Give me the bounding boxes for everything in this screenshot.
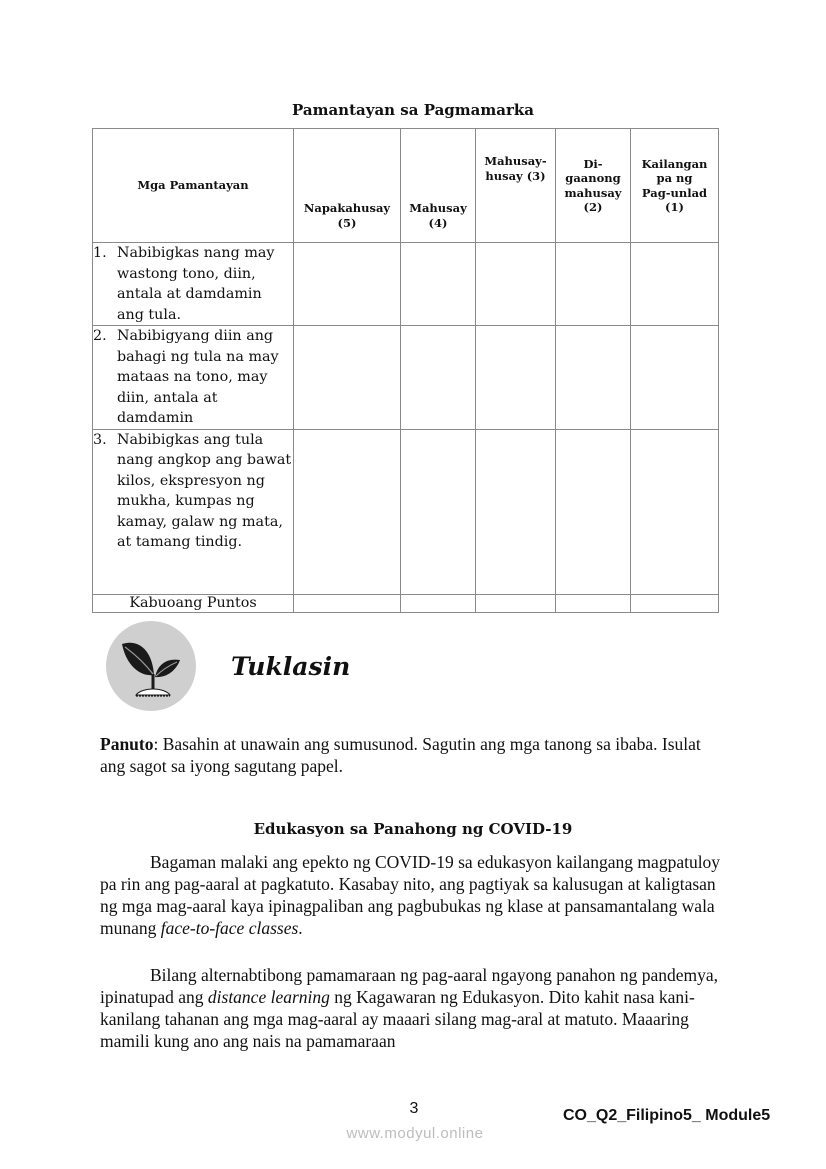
score-cell-4[interactable]: [401, 429, 476, 594]
score-cell-2[interactable]: [556, 326, 631, 430]
scale-header-4: [401, 129, 476, 243]
scale-header-label: pa ng: [656, 171, 693, 185]
module-code: CO_Q2_Filipino5_ Module5: [563, 1107, 771, 1124]
instructions-text: : Basahin at unawain ang sumusunod. Sagutin ang mga tanong sa ibaba. Isulat ang sagot sa iyong sagutang papel.: [100, 734, 701, 776]
criteria-header: Mga Pamantayan: [93, 129, 294, 243]
scale-header-label: Mahusay-: [484, 154, 547, 168]
total-cell-5[interactable]: [294, 594, 401, 612]
score-cell-1[interactable]: [631, 243, 719, 326]
rubric-title: Pamantayan sa Pagmamarka: [292, 101, 534, 119]
criterion-cell: [93, 326, 294, 430]
rubric-row: [93, 429, 719, 594]
paragraph-text: Bilang alternabtibong pamamaraan ng pag-aaral ngayong panahon ng pandemya, ipinatupad ang: [100, 965, 719, 1007]
score-cell-5[interactable]: [294, 429, 401, 594]
criterion-number: 2.: [93, 328, 107, 344]
instructions-label: Panuto: [100, 734, 154, 754]
scale-header-2: [556, 129, 631, 243]
score-cell-4[interactable]: [401, 326, 476, 430]
scale-header-label: Pag-unlad: [641, 185, 708, 200]
instructions: [100, 733, 730, 777]
criterion-text: Nabibigyang diin ang bahagi ng tula na may mataas na tono, may diin, antala at damdamin: [117, 328, 279, 426]
score-cell-1[interactable]: [631, 429, 719, 594]
criterion-text: Nabibigkas ang tula nang angkop ang bawat kilos, ekspresyon ng mukha, kumpas ng kamay, galaw ng mata, at tamang tindig.: [117, 431, 292, 550]
scale-header-label: Mahusay: [409, 201, 467, 215]
scale-header-label: mahusay: [564, 185, 622, 200]
criterion-number: 1.: [93, 245, 107, 261]
score-cell-5[interactable]: [294, 326, 401, 430]
rubric-header-row: [93, 129, 719, 243]
score-cell-5[interactable]: [294, 243, 401, 326]
watermark-link[interactable]: www.modyul.online: [346, 1125, 484, 1142]
scale-header-score: husay (3): [485, 168, 546, 183]
total-cell-1[interactable]: [631, 594, 719, 612]
rubric-row: [93, 326, 719, 430]
score-cell-2[interactable]: [556, 429, 631, 594]
paragraph-italic-term: face-to-face classes: [160, 918, 299, 938]
paragraph-italic-term: distance learning: [207, 987, 330, 1007]
article-paragraph-2: [100, 964, 730, 1052]
score-cell-3[interactable]: [476, 243, 556, 326]
scale-header-1: [631, 129, 719, 243]
score-cell-4[interactable]: [401, 243, 476, 326]
page-number: 3: [409, 1100, 419, 1117]
total-cell-2[interactable]: [556, 594, 631, 612]
scale-header-label: gaanong: [565, 171, 621, 185]
score-cell-1[interactable]: [631, 326, 719, 430]
scale-header-score: (4): [428, 215, 448, 230]
scale-header-label: Napakahusay: [303, 201, 391, 215]
criterion-cell: [93, 243, 294, 326]
score-cell-3[interactable]: [476, 326, 556, 430]
scale-header-score: (5): [337, 215, 357, 230]
rubric-total-row: [93, 594, 719, 612]
score-cell-3[interactable]: [476, 429, 556, 594]
section-title: Tuklasin: [231, 652, 351, 681]
scale-header-score: (2): [583, 200, 603, 214]
paragraph-text: ng Kagawaran ng Edukasyon. Dito kahit nasa kani-kanilang tahanan ang mga mag-aaral ay maaari silang mag-aral at matuto. Maaaring mamili kung ano ang nais na pamamaraan: [100, 987, 695, 1051]
criterion-text: Nabibigkas nang may wastong tono, diin, antala at damdamin ang tula.: [117, 245, 275, 323]
criterion-cell: [93, 429, 294, 594]
scale-header-label: Kailangan: [641, 156, 708, 171]
criterion-number: 3.: [93, 431, 107, 448]
scale-header-label: Di-: [583, 156, 603, 171]
paragraph-text: .: [298, 918, 303, 938]
section-icon-badge: [106, 621, 196, 711]
rubric-row: [93, 243, 719, 326]
score-cell-2[interactable]: [556, 243, 631, 326]
paragraph-text: Bagaman malaki ang epekto ng COVID-19 sa edukasyon kailangang magpatuloy pa rin ang pag-aaral at pagkatuto. Kasabay nito, ang pagtiyak sa kalusugan at kaligtasan ng mga mag-aaral kaya ipinagpaliban ang pagbubukas ng klase at pansamantalang wala munang: [100, 852, 721, 938]
scale-header-3: [476, 129, 556, 243]
article-title: Edukasyon sa Panahong ng COVID-19: [253, 820, 573, 838]
total-cell-3[interactable]: [476, 594, 556, 612]
plant-sprout-icon: [116, 631, 186, 701]
total-label: Kabuoang Puntos: [93, 594, 294, 612]
rubric-table: [92, 128, 719, 613]
scale-header-score: (1): [665, 200, 684, 214]
scale-header-5: [294, 129, 401, 243]
article-paragraph-1: [100, 851, 730, 939]
total-cell-4[interactable]: [401, 594, 476, 612]
